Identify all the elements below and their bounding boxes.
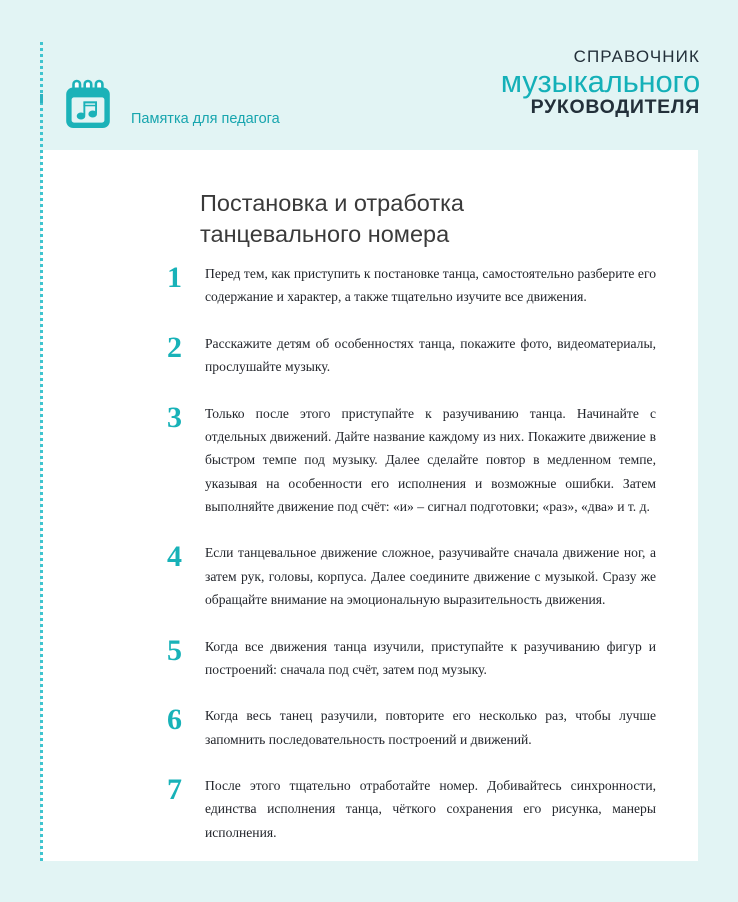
brand-line-rukovoditelya: РУКОВОДИТЕЛЯ <box>530 96 700 118</box>
brand-line-spravochnik: СПРАВОЧНИК <box>573 47 700 66</box>
step-number: 7 <box>167 773 182 806</box>
step-text: Перед тем, как приступить к постановке танца, самостоятельно разберите его содержание и характер, а также тщательно изучите все движения. <box>205 266 656 305</box>
list-item <box>41 541 698 611</box>
list-item <box>41 774 698 844</box>
left-dotted-rule <box>40 42 43 862</box>
brand-line-muzykalnogo: музыкального <box>500 64 700 99</box>
brand-logo <box>501 48 700 118</box>
step-number: 4 <box>167 540 182 574</box>
list-item <box>41 402 698 519</box>
list-item <box>41 704 698 751</box>
list-item <box>41 332 698 379</box>
step-text: Только после этого приступайте к разучиванию танца. Начинайте с отдельных движений. Дайте название каждому из них. Покажите движение в быстром темпе под музыку. Далее сделайте повтор в медленном темпе, указывая на особенности его исполнения и возможные ошибки. Затем выполняйте движение под счёт: «и» – сигнал подготовки; «раз», «два» и т. д. <box>205 405 656 514</box>
calendar-music-note-icon <box>62 78 114 130</box>
rule-tick-mark <box>40 94 43 103</box>
steps-list <box>41 262 698 867</box>
step-number: 6 <box>167 703 182 737</box>
step-text: Расскажите детям об особенностях танца, покажите фото, видеоматериалы, прослушайте музыку. <box>205 335 656 375</box>
document-panel <box>41 150 698 861</box>
step-number: 1 <box>167 261 182 294</box>
step-text: Когда весь танец разучили, повторите его несколько раз, чтобы лучше запомнить последовательность построений и движений. <box>205 708 656 747</box>
step-number: 2 <box>167 330 182 364</box>
list-item <box>41 262 698 309</box>
list-item <box>41 635 698 682</box>
step-number: 3 <box>167 400 182 434</box>
header-band <box>0 0 738 150</box>
memo-badge-label: Памятка для педагога <box>131 111 280 127</box>
step-text: После этого тщательно отработайте номер. Добивайтесь синхронности, единства исполнения танца, чёткого сохранения его рисунка, манеры исполнения. <box>205 778 656 840</box>
step-number: 5 <box>167 633 182 667</box>
memo-badge <box>62 78 280 130</box>
step-text: Если танцевальное движение сложное, разучивайте сначала движение ног, а затем рук, головы, корпуса. Далее соедините движение с музыкой. Сразу же обращайте внимание на эмоциональную выразительность движения. <box>205 545 656 608</box>
step-text: Когда все движения танца изучили, приступайте к разучиванию фигур и построений: сначала под счёт, затем под музыку. <box>205 638 656 677</box>
page-title: Постановка и отработка танцевального номера <box>200 190 464 248</box>
